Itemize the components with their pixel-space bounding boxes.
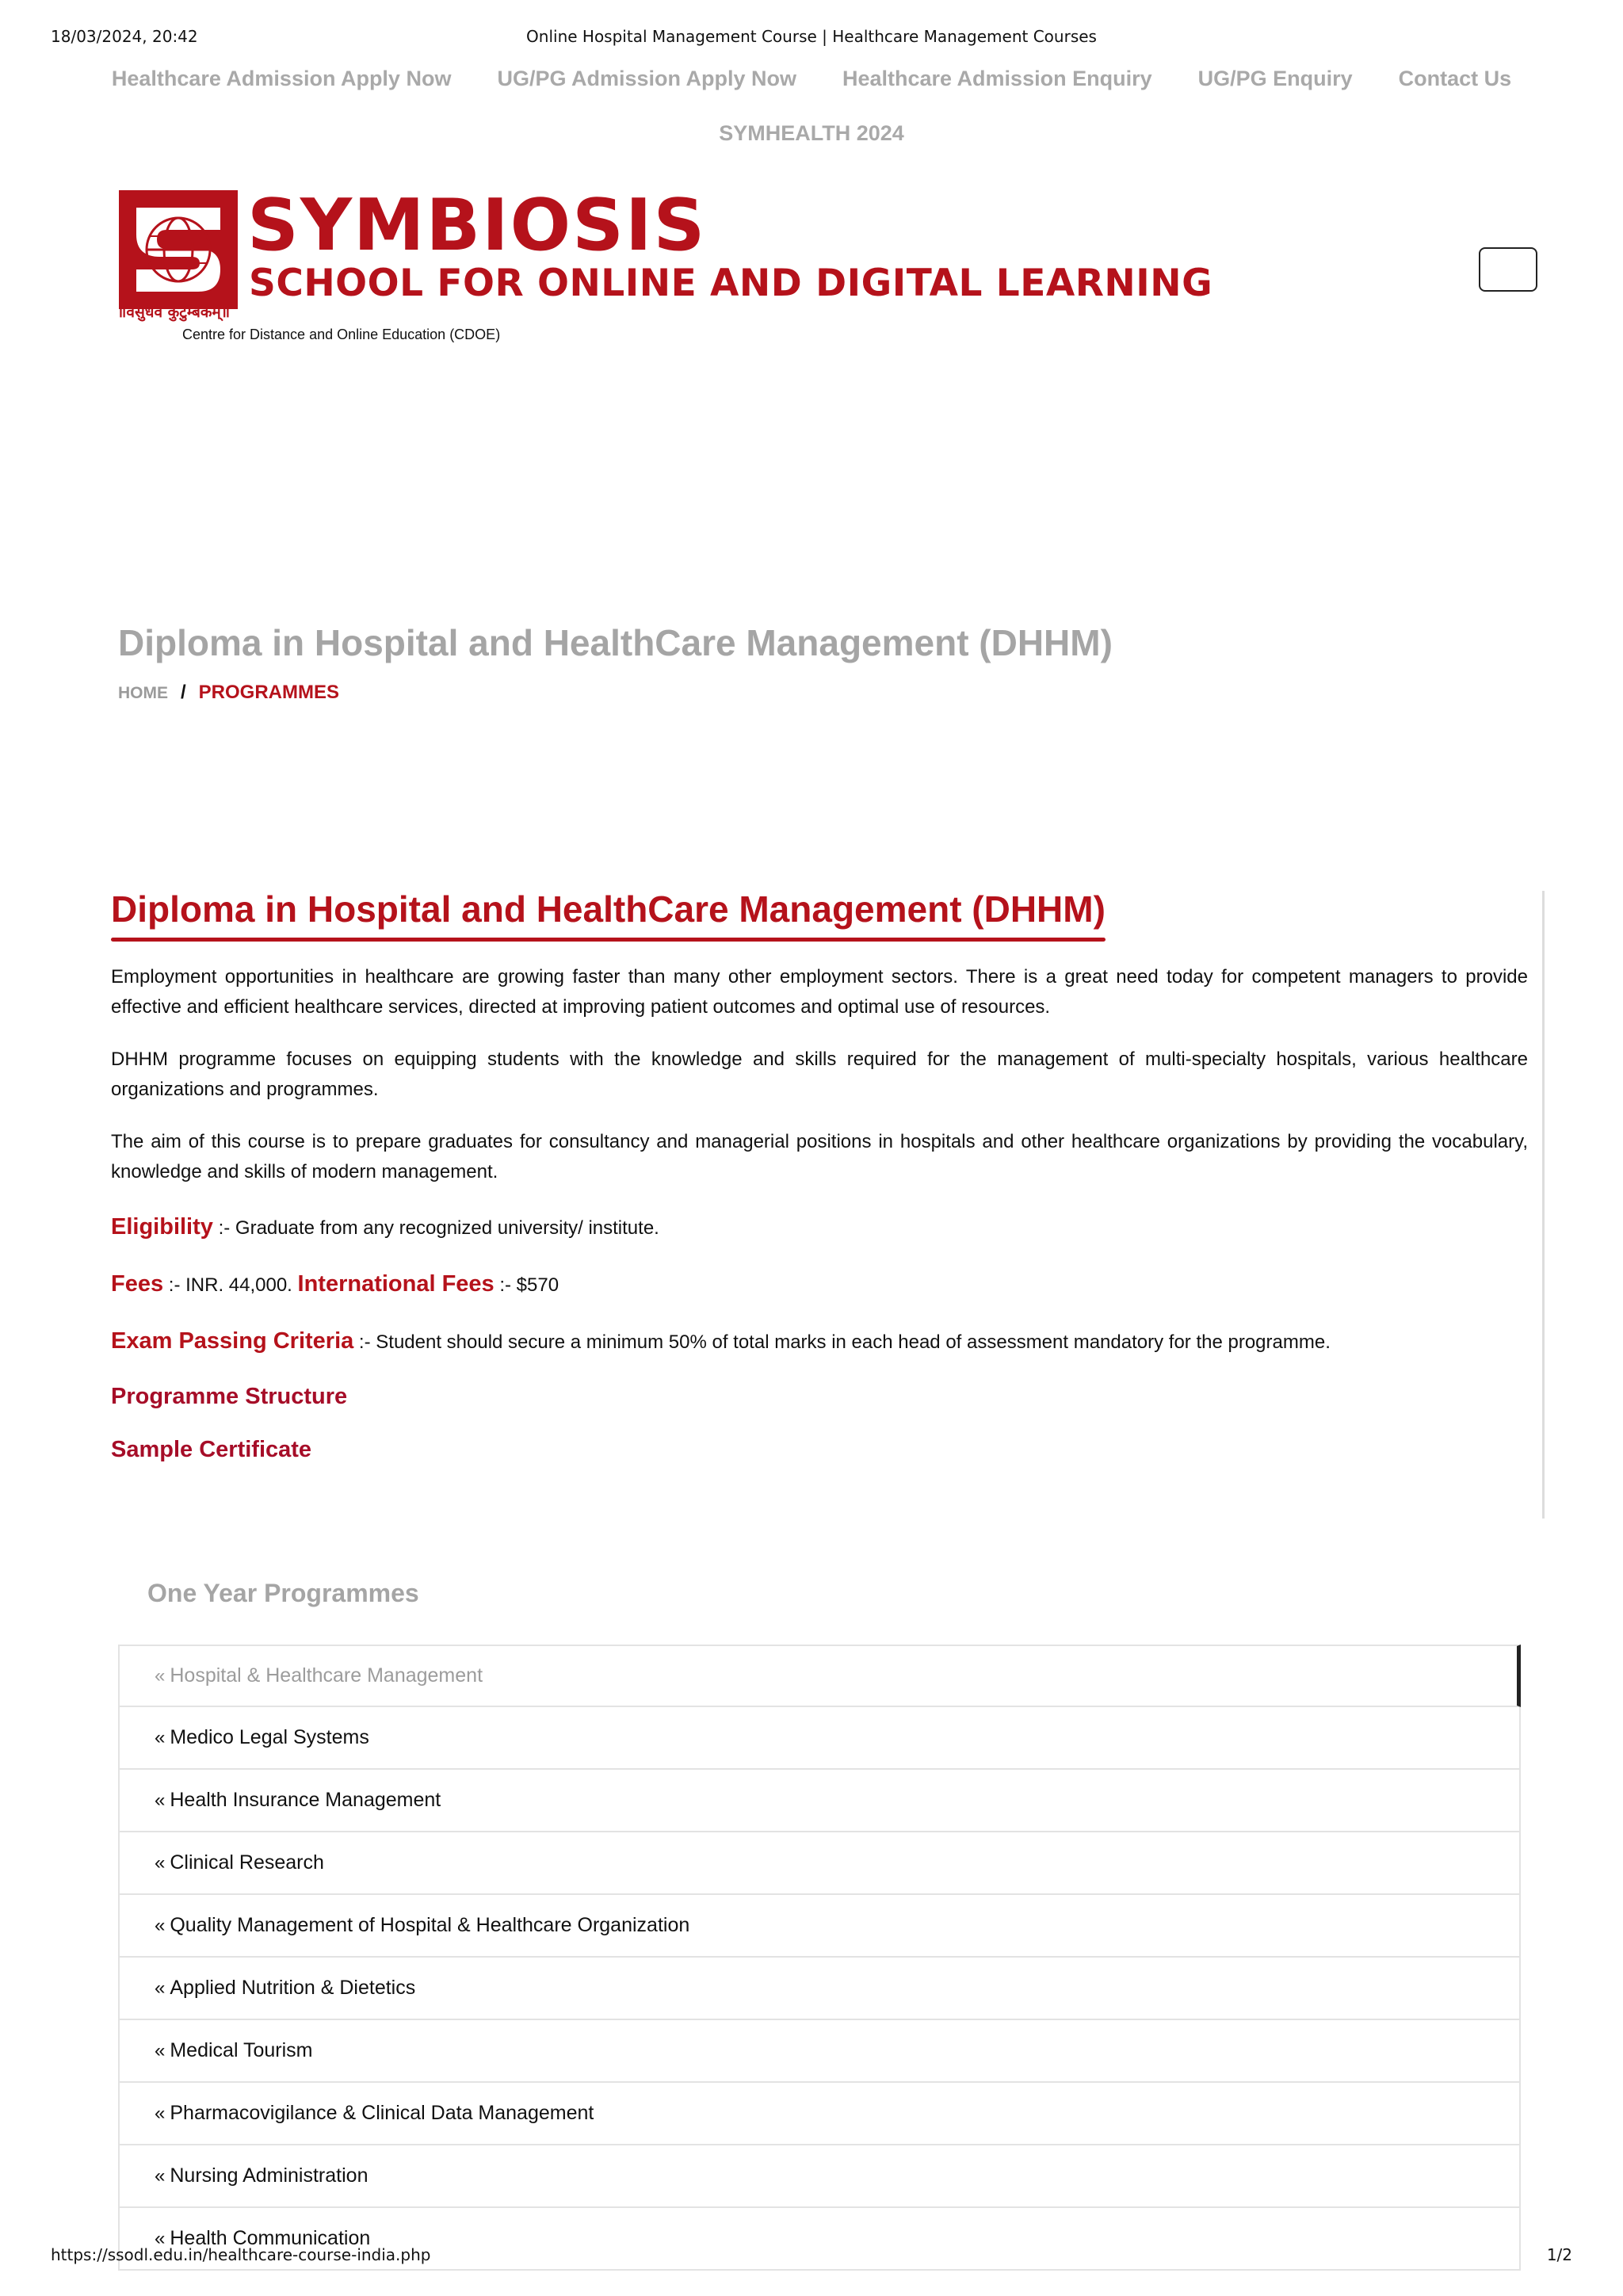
nav-contact-us[interactable]: Contact Us xyxy=(1398,67,1512,90)
list-item-pharmacovigilance[interactable] xyxy=(118,2083,1521,2145)
list-item-label: Clinical Research xyxy=(170,1851,324,1874)
print-header xyxy=(51,27,1572,51)
eligibility-label: Eligibility xyxy=(111,1214,213,1240)
double-chevron-left-icon: « xyxy=(155,2039,166,2061)
double-chevron-left-icon: « xyxy=(155,1851,166,1874)
double-chevron-left-icon: « xyxy=(155,2102,166,2124)
intl-fees-label: International Fees xyxy=(297,1271,495,1297)
site-logo[interactable] xyxy=(117,184,1213,349)
exam-criteria-line xyxy=(111,1325,1528,1358)
double-chevron-left-icon: « xyxy=(155,1914,166,1936)
paragraph-aim: The aim of this course is to prepare graduates for consultancy and managerial positions in hospitals and other healthcare organizations by providing the vocabulary, knowledge and skills of modern management. xyxy=(111,1131,1528,1182)
list-item-label: Pharmacovigilance & Clinical Data Management xyxy=(170,2102,594,2124)
list-item-label: Applied Nutrition & Dietetics xyxy=(170,1977,416,1999)
fees-line xyxy=(111,1268,1528,1301)
paragraph-focus: DHHM programme focuses on equipping students with the knowledge and skills required for the management of multi-specialty hospitals, various healthcare organizations and programmes. xyxy=(111,1049,1528,1100)
exam-criteria-label: Exam Passing Criteria xyxy=(111,1328,354,1354)
list-item-nursing-administration[interactable] xyxy=(118,2145,1521,2208)
list-item-medico-legal[interactable] xyxy=(118,1707,1521,1770)
print-date: 18/03/2024, 20:42 xyxy=(51,27,198,46)
list-item-applied-nutrition[interactable] xyxy=(118,1958,1521,2020)
fees-text: :- INR. 44,000. xyxy=(163,1274,298,1296)
breadcrumb-current: PROGRAMMES xyxy=(198,682,340,703)
page-title: Diploma in Hospital and HealthCare Management (DHHM) xyxy=(118,622,1113,663)
programme-list xyxy=(118,1645,1521,2271)
nav-ugpg-enquiry[interactable]: UG/PG Enquiry xyxy=(1197,67,1353,90)
print-url: https://ssodl.edu.in/healthcare-course-india.php xyxy=(51,2245,431,2264)
list-item-label: Health Communication xyxy=(170,2227,371,2249)
paragraph-intro: Employment opportunities in healthcare are growing faster than many other employment sectors. There is a great need today for competent managers to provide effective and efficient healthcare services, directed at improving patient outcomes and optimal use of resources. xyxy=(111,966,1528,1018)
programme-structure-link[interactable]: Programme Structure xyxy=(111,1384,348,1409)
print-page-number: 1/2 xyxy=(1546,2245,1572,2264)
breadcrumb xyxy=(118,682,339,704)
content-divider xyxy=(1542,891,1545,1519)
print-footer xyxy=(51,2245,1572,2269)
exam-criteria-text: :- Student should secure a minimum 50% of total marks in each head of assessment mandatory for the programme. xyxy=(353,1331,1331,1353)
eligibility-line xyxy=(111,1211,1528,1244)
list-item-label: Medico Legal Systems xyxy=(170,1726,369,1748)
double-chevron-left-icon: « xyxy=(155,1789,166,1811)
list-item-hospital-healthcare[interactable] xyxy=(118,1645,1521,1707)
double-chevron-left-icon: « xyxy=(155,1726,166,1748)
logo-name: SYMBIOSIS xyxy=(247,184,707,267)
double-chevron-left-icon: « xyxy=(155,2227,166,2249)
nav-ugpg-apply[interactable]: UG/PG Admission Apply Now xyxy=(497,67,796,90)
fees-label: Fees xyxy=(111,1271,164,1297)
eligibility-text: :- Graduate from any recognized university/ institute. xyxy=(212,1217,659,1239)
top-nav-row-2 xyxy=(0,121,1623,146)
list-item-health-insurance[interactable] xyxy=(118,1770,1521,1832)
logo-subtitle: SCHOOL FOR ONLINE AND DIGITAL LEARNING xyxy=(249,262,1213,305)
nav-healthcare-enquiry[interactable]: Healthcare Admission Enquiry xyxy=(842,67,1152,90)
print-title: Online Hospital Management Course | Healthcare Management Courses xyxy=(526,27,1097,46)
sample-certificate-link[interactable]: Sample Certificate xyxy=(111,1437,312,1462)
list-item-medical-tourism[interactable] xyxy=(118,2020,1521,2083)
double-chevron-left-icon: « xyxy=(155,1977,166,1999)
double-chevron-left-icon: « xyxy=(155,1664,166,1687)
list-item-label: Hospital & Healthcare Management xyxy=(170,1664,483,1687)
top-nav-row xyxy=(0,67,1623,91)
double-chevron-left-icon: « xyxy=(155,2164,166,2187)
list-item-label: Quality Management of Hospital & Healthcare Organization xyxy=(170,1914,690,1936)
symbiosis-emblem-icon xyxy=(119,190,238,309)
breadcrumb-separator: / xyxy=(181,682,186,703)
nav-healthcare-apply[interactable]: Healthcare Admission Apply Now xyxy=(111,67,452,90)
logo-motto: ॥वसुधैव कुटुम्बकम्॥ xyxy=(117,304,231,321)
list-item-label: Nursing Administration xyxy=(170,2164,369,2187)
breadcrumb-home-link[interactable]: HOME xyxy=(118,684,168,702)
intl-fees-text: :- $570 xyxy=(494,1274,559,1296)
logo-caption: Centre for Distance and Online Education (CDOE) xyxy=(182,327,501,342)
top-navigation xyxy=(0,67,1623,146)
list-item-label: Health Insurance Management xyxy=(170,1789,441,1811)
list-item-quality-management[interactable] xyxy=(118,1895,1521,1958)
list-item-clinical-research[interactable] xyxy=(118,1832,1521,1895)
programme-details xyxy=(111,888,1528,1463)
menu-toggle-button[interactable] xyxy=(1479,247,1537,292)
list-item-label: Medical Tourism xyxy=(170,2039,313,2061)
programme-heading: Diploma in Hospital and HealthCare Management (DHHM) xyxy=(111,888,1106,942)
sidebar-title: One Year Programmes xyxy=(147,1579,419,1607)
nav-symhealth[interactable]: SYMHEALTH 2024 xyxy=(719,121,904,145)
